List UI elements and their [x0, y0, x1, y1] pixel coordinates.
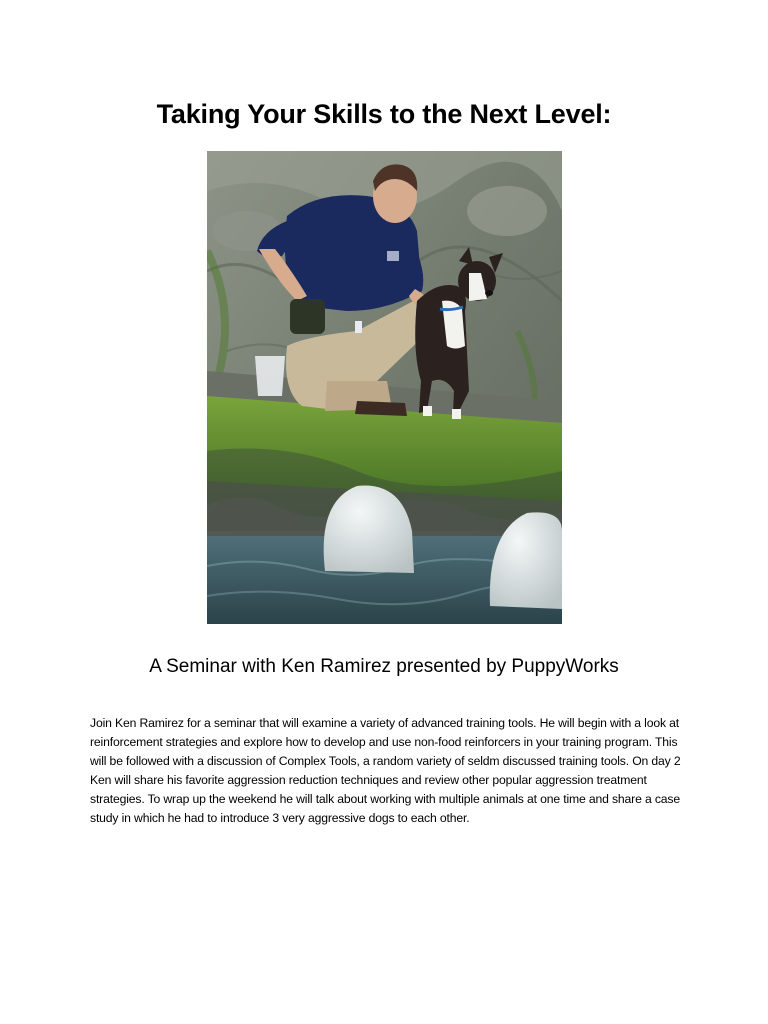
seminar-subtitle: A Seminar with Ken Ramirez presented by PuppyWorks: [149, 656, 619, 677]
page-title: Taking Your Skills to the Next Level:: [156, 99, 612, 129]
seminar-photo: [207, 151, 562, 624]
seminar-description: Join Ken Ramirez for a seminar that will examine a variety of advanced training tools. He will begin with a look at reinforcement strategies and explore how to develop and use non-food reinforcers in your training program. This will be followed with a discussion of Complex Tools, a random variety of seldm discussed training tools. On day 2 Ken will share his favorite aggression reduction techniques and review other popular aggression treatment strategies. To wrap up the weekend he will talk about working with multiple animals at one time and share a case study in which he had to introduce 3 very aggressive dogs to each other.: [90, 716, 681, 825]
photo-illustration: [207, 151, 562, 624]
